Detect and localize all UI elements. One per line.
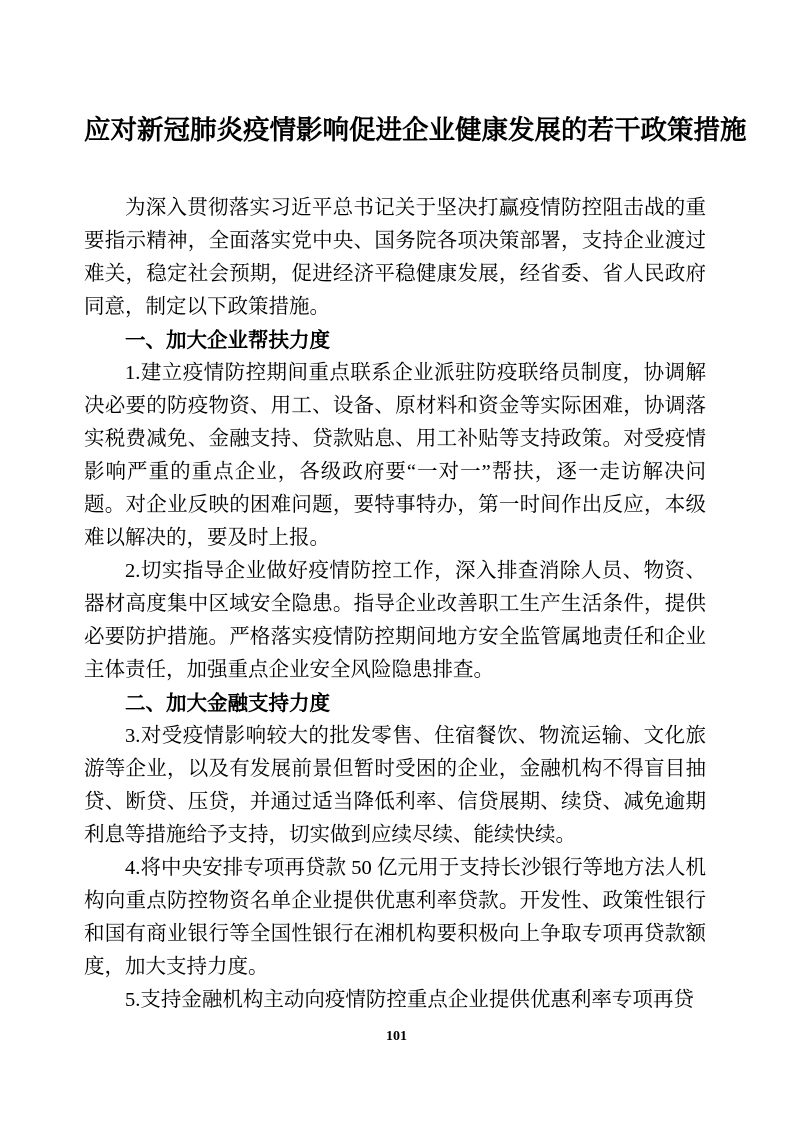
section-heading-2: 二、加大金融支持力度	[125, 692, 330, 715]
policy-item-1: 1.建立疫情防控期间重点联系企业派驻防疫联络员制度，协调解决必要的防疫物资、用工、设备、原材料和资金等实际困难，协调落实税费减免、金融支持、贷款贴息、用工补贴等支持政策。对受疫情影响严重的重点企业，各级政府要“一对一”帮扶，逐一走访解决问题。对企业反映的困难问题，要特事特办，第一时间作出反应，本级难以解决的，要及时上报。	[84, 362, 706, 549]
policy-item-4: 4.将中央安排专项再贷款 50 亿元用于支持长沙银行等地方法人机构向重点防控物资名单企业提供优惠利率贷款。开发性、政策性银行和国有商业银行等全国性银行在湘机构要积极向上争取专项再贷款额度，加大支持力度。	[84, 857, 706, 978]
policy-item-2: 2.切实指导企业做好疫情防控工作，深入排查消除人员、物资、器材高度集中区域安全隐患。指导企业改善职工生产生活条件，提供必要防护措施。严格落实疫情防控期间地方安全监管属地责任和企业主体责任，加强重点企业安全风险隐患排查。	[84, 560, 706, 681]
document-body	[84, 110, 747, 1017]
document-title: 应对新冠肺炎疫情影响促进企业健康发展的若干政策措施	[84, 115, 747, 145]
policy-item-3: 3.对受疫情影响较大的批发零售、住宿餐饮、物流运输、文化旅游等企业，以及有发展前景但暂时受困的企业，金融机构不得盲目抽贷、断贷、压贷，并通过适当降低利率、信贷展期、续贷、减免逾期利息等措施给予支持，切实做到应续尽续、能续快续。	[84, 725, 706, 846]
policy-item-5: 5.支持金融机构主动向疫情防控重点企业提供优惠利率专项再贷	[125, 989, 694, 1011]
intro-paragraph: 为深入贯彻落实习近平总书记关于坚决打赢疫情防控阻击战的重要指示精神，全面落实党中央、国务院各项决策部署，支持企业渡过难关，稳定社会预期，促进经济平稳健康发展，经省委、省人民政府同意，制定以下政策措施。	[84, 197, 706, 318]
page-number: 101	[386, 1029, 407, 1044]
section-heading-1: 一、加大企业帮扶力度	[125, 329, 330, 352]
